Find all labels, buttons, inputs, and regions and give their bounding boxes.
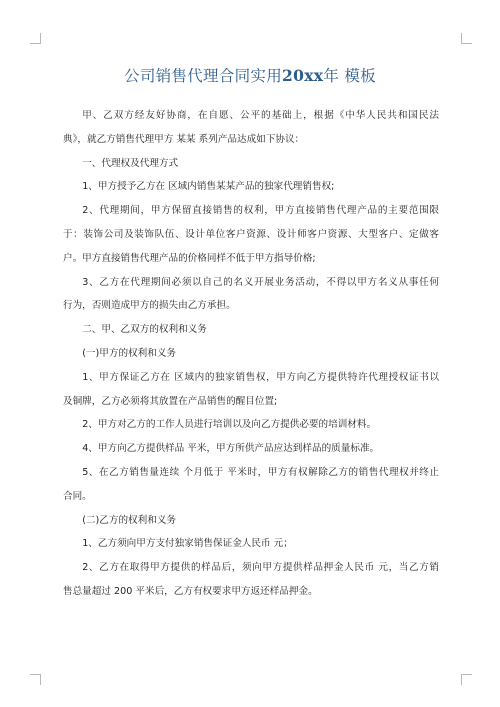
- paragraph-line: (一)甲方的权利和义务: [82, 347, 177, 359]
- document-body: [63, 104, 439, 604]
- paragraph-line: 行为，否则造成甲方的损失由乙方承担。: [63, 300, 236, 312]
- paragraph-line: 2、代理期间，甲方保留直接销售的权利，甲方直接销售代理产品的主要范围限: [82, 205, 439, 217]
- paragraph-line: 一、代理权及代理方式: [82, 157, 179, 169]
- paragraph-line: 5、在乙方销售量连续 个月低于 平米时，甲方有权解除乙方的销售代理权并终止: [82, 466, 439, 478]
- paragraph-line: 2、甲方对乙方的工作人员进行培训以及向乙方提供必要的培训材料。: [82, 419, 377, 431]
- paragraph-line: 1、乙方须向甲方支付独家销售保证金人民币 元；: [82, 538, 293, 550]
- paragraph-line: 及铜牌，乙方必须将其放置在产品销售的醒目位置;: [63, 395, 278, 407]
- document-title: [0, 64, 500, 86]
- paragraph-line: 2、乙方在取得甲方提供的样品后，须向甲方提供样品押金人民币 元，当乙方销: [82, 562, 439, 574]
- crop-mark-top-right: [461, 33, 472, 44]
- paragraph-line: 4、甲方向乙方提供样品 平米，甲方所供产品应达到样品的质量标准。: [82, 443, 380, 455]
- paragraph-line: (二)乙方的权利和义务: [82, 514, 177, 526]
- crop-mark-bottom-left: [30, 674, 41, 685]
- paragraph-line: 1、甲方保证乙方在 区域内的独家销售权，甲方向乙方提供特许代理授权证书以: [82, 371, 439, 383]
- paragraph-line: 3、乙方在代理期间必须以自己的名义开展业务活动，不得以甲方名义从事任何: [82, 276, 439, 288]
- crop-mark-bottom-right: [461, 674, 472, 685]
- paragraph-line: 典》，就乙方销售代理甲方 某某 系列产品达成如下协议：: [63, 133, 305, 145]
- paragraph-line: 售总量超过 200 平米后，乙方有权要求甲方返还样品押金。: [63, 585, 318, 597]
- crop-mark-top-left: [30, 33, 41, 44]
- title-prefix: 公司销售代理合同实用: [124, 67, 283, 85]
- paragraph-line: 甲、乙双方经友好协商，在自愿、公平的基础上，根据《中华人民共和国民法: [82, 110, 439, 121]
- paragraph-line: 于：装饰公司及装饰队伍、设计单位客户资源、设计师客户资源、大型客户、定做客: [63, 228, 439, 240]
- paragraph-line: 合同。: [63, 490, 92, 502]
- title-year: 20xx: [282, 66, 324, 85]
- paragraph-line: 1、甲方授予乙方在 区域内销售某某产品的独家代理销售权;: [82, 181, 335, 193]
- paragraph-line: 户。甲方直接销售代理产品的价格同样不低于甲方指导价格;: [63, 252, 316, 264]
- title-suffix: 年 模板: [323, 67, 376, 85]
- paragraph-line: 二、甲、乙双方的权利和义务: [82, 324, 207, 336]
